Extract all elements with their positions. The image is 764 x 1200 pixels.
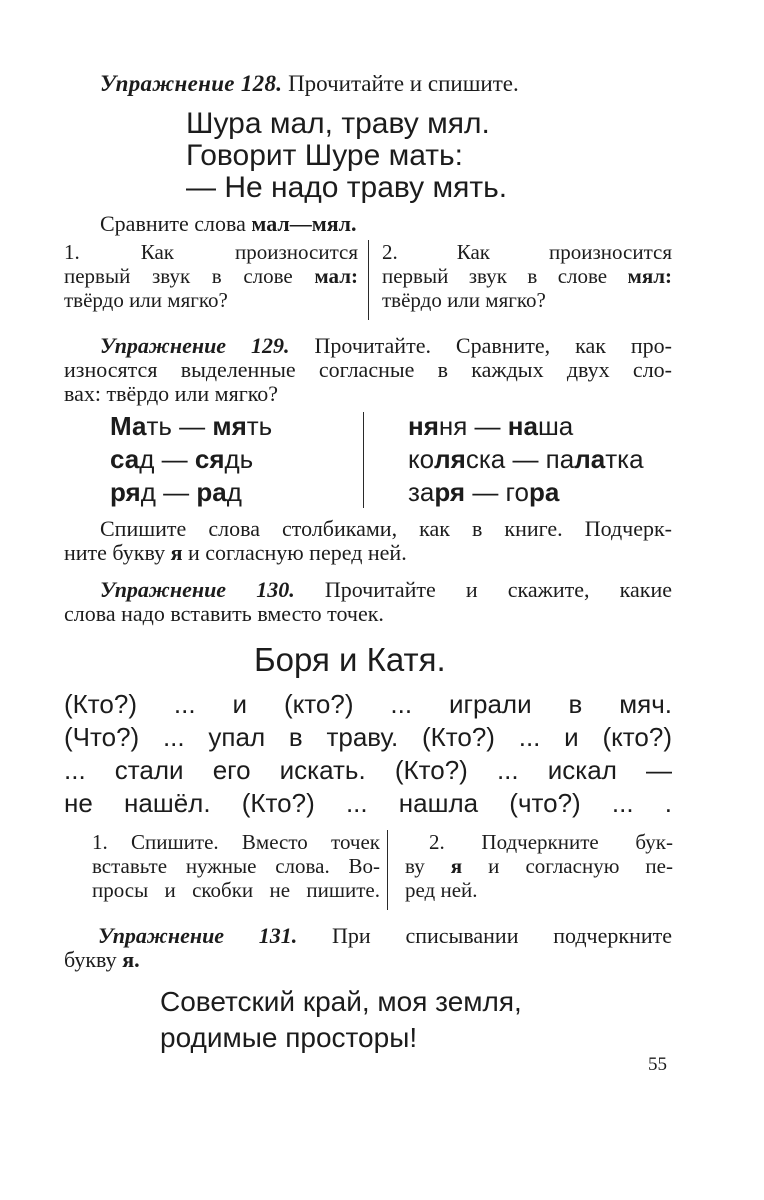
word-pair: коляска — палатка bbox=[408, 444, 644, 474]
exercise-131-poem bbox=[160, 984, 522, 1056]
story-title: Боря и Катя. bbox=[254, 641, 446, 678]
exercise-130-question-1: 1. Спишите. Вместо точек вставьте нужные слова. Во- просы и скобки не пишите. bbox=[92, 830, 380, 902]
word-pair: заря — гора bbox=[408, 477, 560, 507]
exercise-128-instruction: Прочитайте и спишите. bbox=[288, 71, 519, 96]
exercise-129-task: Спишите слова столбиками, как в книге. Подчерк- ните букву я и согласную перед ней. bbox=[64, 516, 672, 565]
word-pair: няня — наша bbox=[408, 411, 574, 441]
exercise-130-label: Упражнение 130. bbox=[100, 577, 295, 602]
compare-words: мал—мял. bbox=[251, 211, 357, 236]
exercise-131-label: Упражнение 131. bbox=[98, 923, 298, 948]
story-line: (Что?) ... упал в траву. (Кто?) ... и (кто?) bbox=[64, 722, 672, 752]
column-divider bbox=[363, 412, 364, 508]
word-pair: сад — сядь bbox=[110, 444, 254, 474]
poem-line: — Не надо траву мять. bbox=[186, 171, 508, 204]
story-text bbox=[64, 688, 672, 820]
poem-line: Шура мал, траву мял. bbox=[186, 107, 490, 140]
word-pairs-left bbox=[110, 410, 272, 509]
compare-words-line: Сравните слова мал—мял. bbox=[100, 211, 357, 236]
exercise-128-question-1: 1. Как произносится первый звук в слове мал: твёрдо или мягко? bbox=[64, 240, 358, 312]
exercise-128-label: Упражнение 128. bbox=[100, 71, 283, 96]
column-divider bbox=[368, 240, 369, 320]
exercise-129-label: Упражнение 129. bbox=[100, 333, 290, 358]
exercise-129-text: Упражнение 129. Прочитайте. Сравните, как про- износятся выделенные согласные в каждых двух сло- вах: твёрдо или мягко? bbox=[64, 333, 672, 406]
story-line: не нашёл. (Кто?) ... нашла (что?) ... . bbox=[64, 788, 672, 818]
word-pair: Мать — мять bbox=[110, 411, 273, 441]
exercise-128-heading bbox=[100, 72, 519, 96]
word-pair: ряд — рад bbox=[110, 477, 242, 507]
exercise-130-text: Упражнение 130. Прочитайте и скажите, какие слова надо вставить вместо точек. bbox=[64, 577, 672, 626]
exercise-131-text: Упражнение 131. При списывании подчеркните букву я. bbox=[64, 923, 672, 972]
exercise-130-question-2: 2. Подчеркните бук- ву я и согласную пе- ред ней. bbox=[405, 830, 673, 902]
column-divider bbox=[387, 830, 388, 910]
page-number: 55 bbox=[648, 1054, 667, 1075]
poem-line: Говорит Шуре мать: bbox=[186, 139, 463, 172]
story-line: (Кто?) ... и (кто?) ... играли в мяч. bbox=[64, 689, 672, 719]
exercise-128-poem bbox=[186, 108, 507, 204]
exercise-128-question-2: 2. Как произносится первый звук в слове мял: твёрдо или мягко? bbox=[382, 240, 672, 312]
poem-line: Советский край, моя земля, bbox=[160, 986, 522, 1017]
word-pairs-right bbox=[408, 410, 644, 509]
poem-line: родимые просторы! bbox=[160, 1022, 418, 1053]
story-line: ... стали его искать. (Кто?) ... искал — bbox=[64, 755, 672, 785]
